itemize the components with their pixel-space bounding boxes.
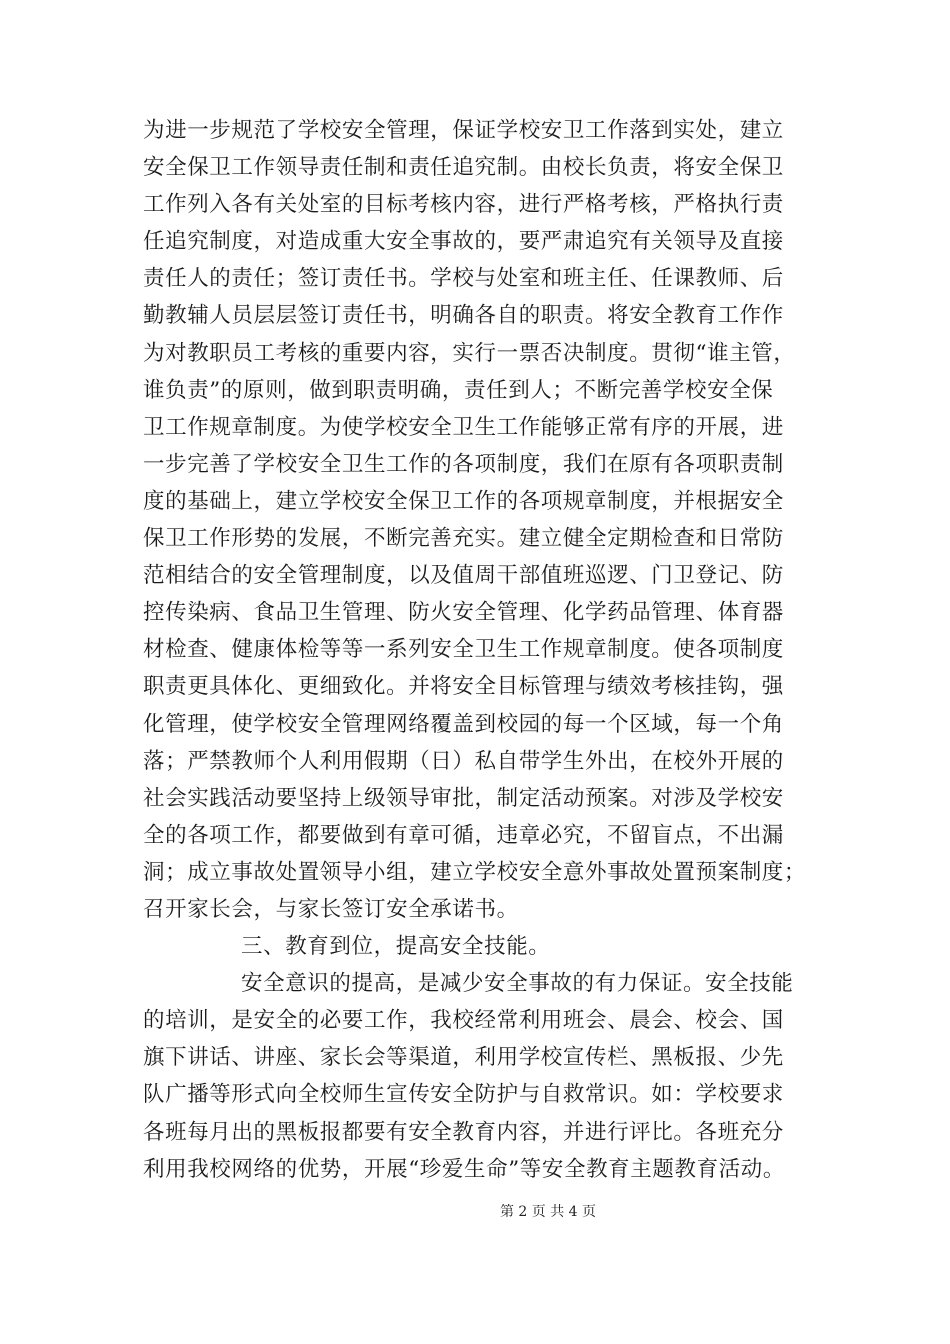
text-line: 落；严禁教师个人利用假期（日）私自带学生外出，在校外开展的 (143, 748, 784, 774)
text-line: 社会实践活动要坚持上级领导审批，制定活动预案。对涉及学校安 (143, 785, 784, 811)
text-line: 责任人的责任；签订责任书。学校与处室和班主任、任课教师、后 (143, 266, 784, 292)
text-line: 三、教育到位，提高安全技能。 (241, 934, 551, 960)
text-line: 为进一步规范了学校安全管理，保证学校安卫工作落到实处，建立 (143, 118, 784, 143)
text-line: 控传染病、食品卫生管理、防火安全管理、化学药品管理、体育器 (143, 600, 784, 626)
text-line: 材检查、健康体检等等一系列安全卫生工作规章制度。使各项制度 (143, 637, 784, 663)
text-line: 召开家长会，与家长签订安全承诺书。 (143, 896, 519, 922)
text-line: 的培训，是安全的必要工作，我校经常利用班会、晨会、校会、国 (143, 1008, 784, 1034)
text-line: 度的基础上，建立学校安全保卫工作的各项规章制度，并根据安全 (143, 488, 784, 514)
text-line: 安全意识的提高，是减少安全事故的有力保证。安全技能 (241, 971, 794, 997)
page-number-footer: 第 2 页 共 4 页 (499, 1204, 597, 1220)
text-line: 洞；成立事故处置领导小组，建立学校安全意外事故处置预案制度； (143, 859, 807, 885)
text-line: 化管理，使学校安全管理网络覆盖到校园的每一个区域，每一个角 (143, 711, 784, 737)
text-line: 任追究制度，对造成重大安全事故的，要严肃追究有关领导及直接 (143, 229, 784, 255)
text-line: 勤教辅人员层层签订责任书，明确各自的职责。将安全教育工作作 (143, 303, 784, 329)
text-line: 保卫工作形势的发展，不断完善充实。建立健全定期检查和日常防 (143, 526, 784, 552)
text-line: 谁负责”的原则，做到职责明确，责任到人；不断完善学校安全保 (143, 377, 774, 403)
text-line: 队广播等形式向全校师生宣传安全防护与自救常识。如：学校要求 (143, 1082, 784, 1108)
text-line: 卫工作规章制度。为使学校安全卫生工作能够正常有序的开展，进 (143, 414, 784, 440)
body-text (143, 112, 823, 1188)
text-line: 一步完善了学校安全卫生工作的各项制度，我们在原有各项职责制 (143, 451, 784, 477)
text-line: 各班每月出的黑板报都要有安全教育内容，并进行评比。各班充分 (143, 1119, 784, 1145)
text-line: 全的各项工作，都要做到有章可循，违章必究，不留盲点，不出漏 (143, 822, 784, 848)
text-line: 范相结合的安全管理制度，以及值周干部值班巡逻、门卫登记、防 (143, 563, 784, 589)
text-line: 工作列入各有关处室的目标考核内容，进行严格考核，严格执行责 (143, 192, 784, 218)
text-line: 利用我校网络的优势，开展“珍爱生命”等安全教育主题教育活动。 (143, 1156, 785, 1182)
text-line: 安全保卫工作领导责任制和责任追究制。由校长负责，将安全保卫 (143, 155, 784, 181)
text-line: 为对教职员工考核的重要内容，实行一票否决制度。贯彻“谁主管， (143, 340, 796, 366)
text-line: 职责更具体化、更细致化。并将安全目标管理与绩效考核挂钩，强 (143, 674, 784, 700)
text-line: 旗下讲话、讲座、家长会等渠道，利用学校宣传栏、黑板报、少先 (143, 1045, 784, 1071)
